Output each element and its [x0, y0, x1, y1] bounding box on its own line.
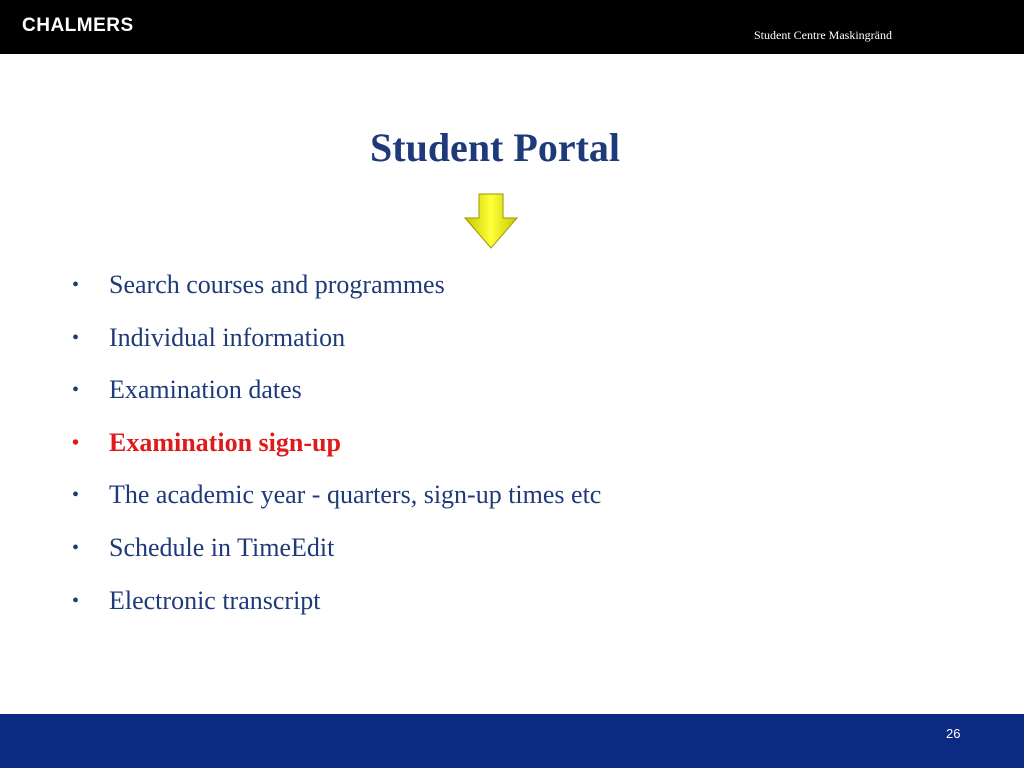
- bullet-dot: •: [72, 536, 80, 559]
- bullet-text: Schedule in TimeEdit: [109, 532, 335, 562]
- header-bar: [0, 0, 1024, 54]
- header-location-text: Student Centre Maskingränd: [754, 28, 892, 42]
- bullet-dot: •: [72, 431, 80, 454]
- bullet-text: Examination dates: [109, 375, 302, 405]
- bullet-text: The academic year - quarters, sign-up times etc: [109, 480, 602, 510]
- bullet-dot: •: [72, 379, 80, 402]
- bullet-text: Electronic transcript: [109, 585, 321, 615]
- bullet-text: Search courses and programmes: [109, 270, 445, 299]
- bullet-dot: •: [72, 589, 80, 612]
- page-number: 26: [946, 726, 961, 741]
- slide-title: Student Portal: [370, 125, 620, 170]
- chalmers-logo: CHALMERS: [22, 15, 134, 36]
- down-arrow-icon: [463, 192, 519, 250]
- bullet-dot: •: [72, 326, 80, 349]
- footer-bar: [0, 714, 1024, 768]
- bullet-text: Individual information: [109, 322, 346, 352]
- bullet-dot: •: [72, 484, 80, 507]
- bullet-text: Examination sign-up: [109, 427, 341, 457]
- bullet-dot: •: [72, 274, 80, 296]
